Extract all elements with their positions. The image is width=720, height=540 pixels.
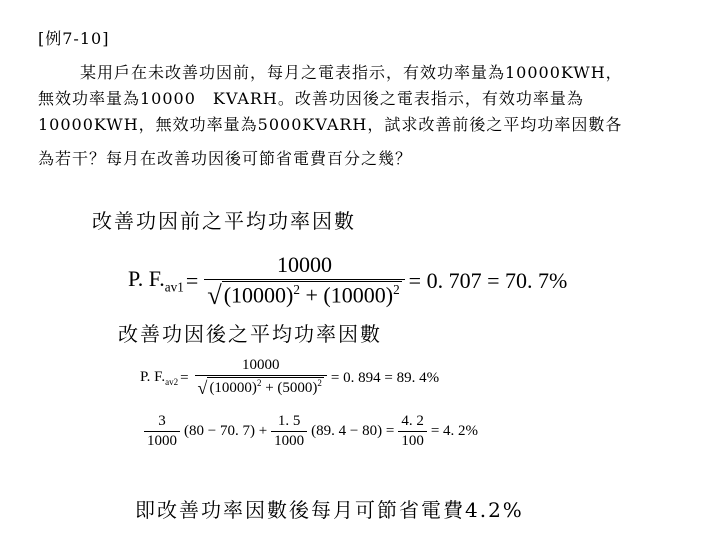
- fraction-2: $\frac{1. 5}{1000}$: [271, 413, 307, 450]
- section-heading-after: 改善功因後之平均功率因數: [118, 322, 382, 346]
- eq-lhs: P. $F._{av2}$: [140, 369, 179, 387]
- problem-line-3: 10000KWH，無效功率量為5000KVARH，試求改善前後之平均功率因數各: [38, 115, 623, 134]
- problem-line-2: 無效功率量為10000 KVARH。改善功因後之電表指示，有效功率量為: [38, 89, 584, 108]
- eq-result: = 0. 707 = 70. 7%: [408, 267, 568, 293]
- problem-line-4: 為若干？每月在改善功因後可節省電費百分之幾？: [38, 149, 413, 168]
- sqrt-symbol: √ $(10000)^2 + (10000)^2$: [207, 279, 400, 310]
- fraction: 10000 √ $(10000)^2 + (5000)^2$: [195, 357, 327, 399]
- fraction-1: $\frac{3}{1000}$: [144, 413, 180, 450]
- conclusion-text: 即改善功率因數後每月可節省電費4.2%: [135, 498, 524, 522]
- problem-line-1: 某用戶在未改善功因前，每月之電表指示，有效功率量為10000KWH，: [80, 63, 623, 82]
- equation-saving: $\frac{3}{1000}$ (80 − 70. 7) + $\frac{1. 5}{1000}$ (89. 4 − 80) = $\frac{4. 2}{100}$ = 4. 2%: [140, 413, 478, 450]
- equation-pf-before: P. $F._{av1}$ = 10000 √ $(10000)^2 + (10000)^2$ = 0. 707 = 70. 7%: [128, 252, 568, 310]
- sqrt-symbol: √ $(10000)^2 + (5000)^2$: [197, 378, 322, 398]
- section-heading-before: 改善功因前之平均功率因數: [92, 209, 356, 233]
- fraction-3: $\frac{4. 2}{100}$: [398, 413, 427, 450]
- fraction: 10000 √ $(10000)^2 + (10000)^2$: [204, 252, 404, 310]
- example-label: [例7-10]: [38, 29, 110, 48]
- eq-result: = 0. 894 = 89. 4%: [330, 369, 440, 386]
- equation-pf-after: P. $F._{av2}$ = 10000 √ $(10000)^2 + (5000)^2$ = 0. 894 = 89. 4%: [140, 357, 440, 398]
- eq-lhs: P. $F._{av1}$: [128, 266, 184, 295]
